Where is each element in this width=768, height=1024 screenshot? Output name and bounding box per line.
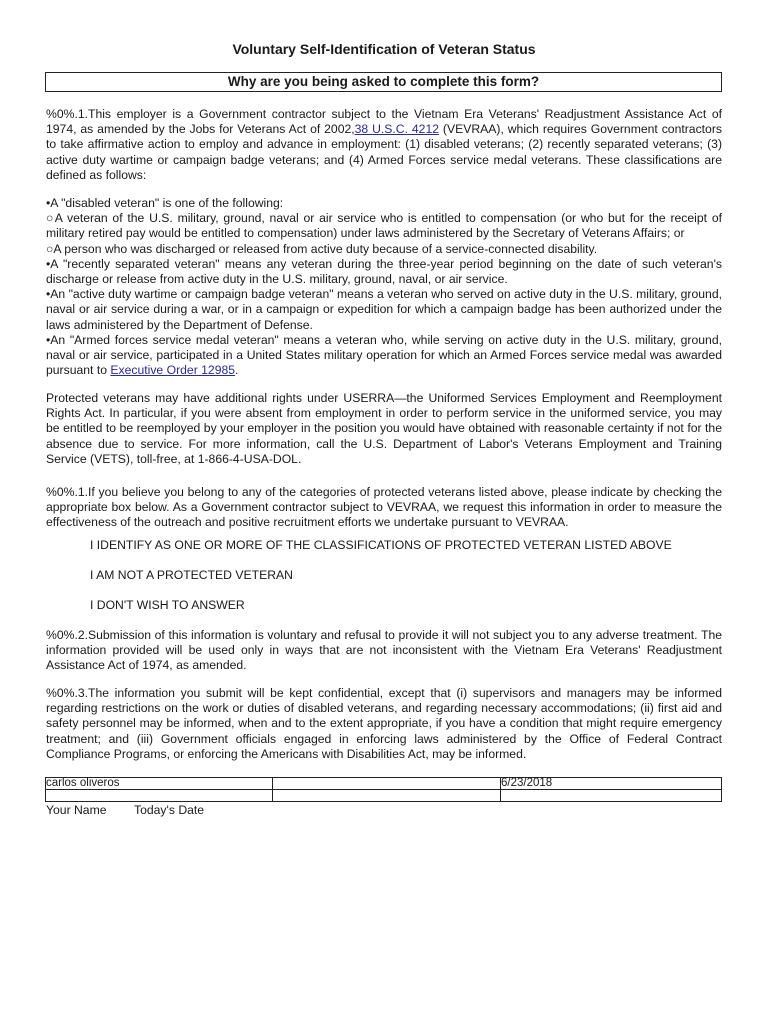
date-label: Today's Date xyxy=(134,803,205,817)
list-item xyxy=(46,333,722,379)
blank-cell xyxy=(46,790,273,802)
paragraph-confidential: %0%.3.The information you submit will be kept confidential, except that (i) supervisors and managers may be informed regarding restrictions on the work or duties of disabled veterans, and regarding necessary accommodations; (ii) first aid and safety personnel may be informed, when and to the extent appropriate, if you have a condition that might require emergency treatment; and (iii) Government officials engaged in enforcing laws administered by the Office of Federal Contract Compliance Programs, or enforcing the Americans with Disabilities Act, may be informed. xyxy=(46,686,722,761)
list-item: •A "recently separated veteran" means any veteran during the three-year period beginning on the date of such veteran's discharge or release from active duty in the U.S. military, ground, naval, or air service. xyxy=(46,256,722,287)
option-protected-veteran[interactable]: I IDENTIFY AS ONE OR MORE OF THE CLASSIFICATIONS OF PROTECTED VETERAN LISTED ABOVE xyxy=(90,538,672,552)
text: (VEVRAA), which requires Government contractors to take affirmative action to employ and advance in employment: (1) disabled veterans; (2) recently separated veterans; (3) active duty wartime or campaign badge veterans; and (4) Armed Forces service medal veterans. These classifications are defined as follows: xyxy=(46,122,722,182)
date-field[interactable]: 6/23/2018 xyxy=(501,778,722,790)
page-title: Voluntary Self-Identification of Veteran Status xyxy=(232,41,536,57)
option-no-answer[interactable]: I DON'T WISH TO ANSWER xyxy=(90,598,245,612)
option-not-protected[interactable]: I AM NOT A PROTECTED VETERAN xyxy=(90,568,293,582)
text: %0%.1.This employer is a Government contractor subject to the Vietnam Era Veterans' Readjustment Assistance Act of 1974, as amended by the Jobs for Veterans Act of 2002, xyxy=(46,107,722,137)
executive-order-link[interactable]: Executive Order 12985 xyxy=(110,363,236,378)
text: . xyxy=(235,363,239,378)
paragraph-intro xyxy=(46,107,722,183)
paragraph-userra: Protected veterans may have additional rights under USERRA—the Uniformed Services Employment and Reemployment Rights Act. In particular, if you were absent from employment in order to perform service in the uniformed service, you may be entitled to be reemployed by your employer in the position you would have obtained with reasonable certainty if not for the absence due to service. For more information, call the U.S. Department of Labor's Veterans Employment and Training Service (VETS), toll-free, at 1-866-4-USA-DOL. xyxy=(46,391,722,466)
paragraph-instructions: %0%.1.If you believe you belong to any of the categories of protected veterans listed above, please indicate by checking the appropriate box below. As a Government contractor subject to VEVRAA, we request this information in order to measure the effectiveness of the outreach and positive recruitment efforts we undertake pursuant to VEVRAA. xyxy=(46,485,722,530)
name-field[interactable]: carlos oliveros xyxy=(46,778,273,790)
blank-cell xyxy=(501,790,722,802)
name-label: Your Name xyxy=(46,803,107,817)
section-header: Why are you being asked to complete this form? xyxy=(45,72,722,92)
definitions-list xyxy=(46,196,722,378)
list-item: •A "disabled veteran" is one of the following: xyxy=(46,196,284,210)
list-item: ○A person who was discharged or released from active duty because of a service-connected disability. xyxy=(46,241,598,256)
text: •An "Armed forces service medal veteran" means a veteran who, while serving on active duty in the U.S. military, ground, naval or air service, participated in a United States military operation for which an Armed Forces service medal was awarded pursuant to xyxy=(46,332,722,378)
signature-table xyxy=(45,777,722,802)
list-item: ○A veteran of the U.S. military, ground, naval or air service who is entitled to compensation (or who but for the receipt of military retired pay would be entitled to compensation) under laws administered by the Secretary of Veterans Affairs; or xyxy=(46,211,722,241)
list-item: •An "active duty wartime or campaign badge veteran" means a veteran who served on active duty in the U.S. military, ground, naval or air service during a war, or in a campaign or expedition for which a campaign badge has been authorized under the laws administered by the Department of Defense. xyxy=(46,287,722,332)
usc-link[interactable]: 38 U.S.C. 4212 xyxy=(354,122,440,137)
paragraph-voluntary: %0%.2.Submission of this information is voluntary and refusal to provide it will not subject you to any adverse treatment. The information provided will be used only in ways that are not inconsistent with the Vietnam Era Veterans' Readjustment Assistance Act of 1974, as amended. xyxy=(46,628,722,673)
blank-field[interactable] xyxy=(273,778,501,790)
blank-cell xyxy=(273,790,501,802)
